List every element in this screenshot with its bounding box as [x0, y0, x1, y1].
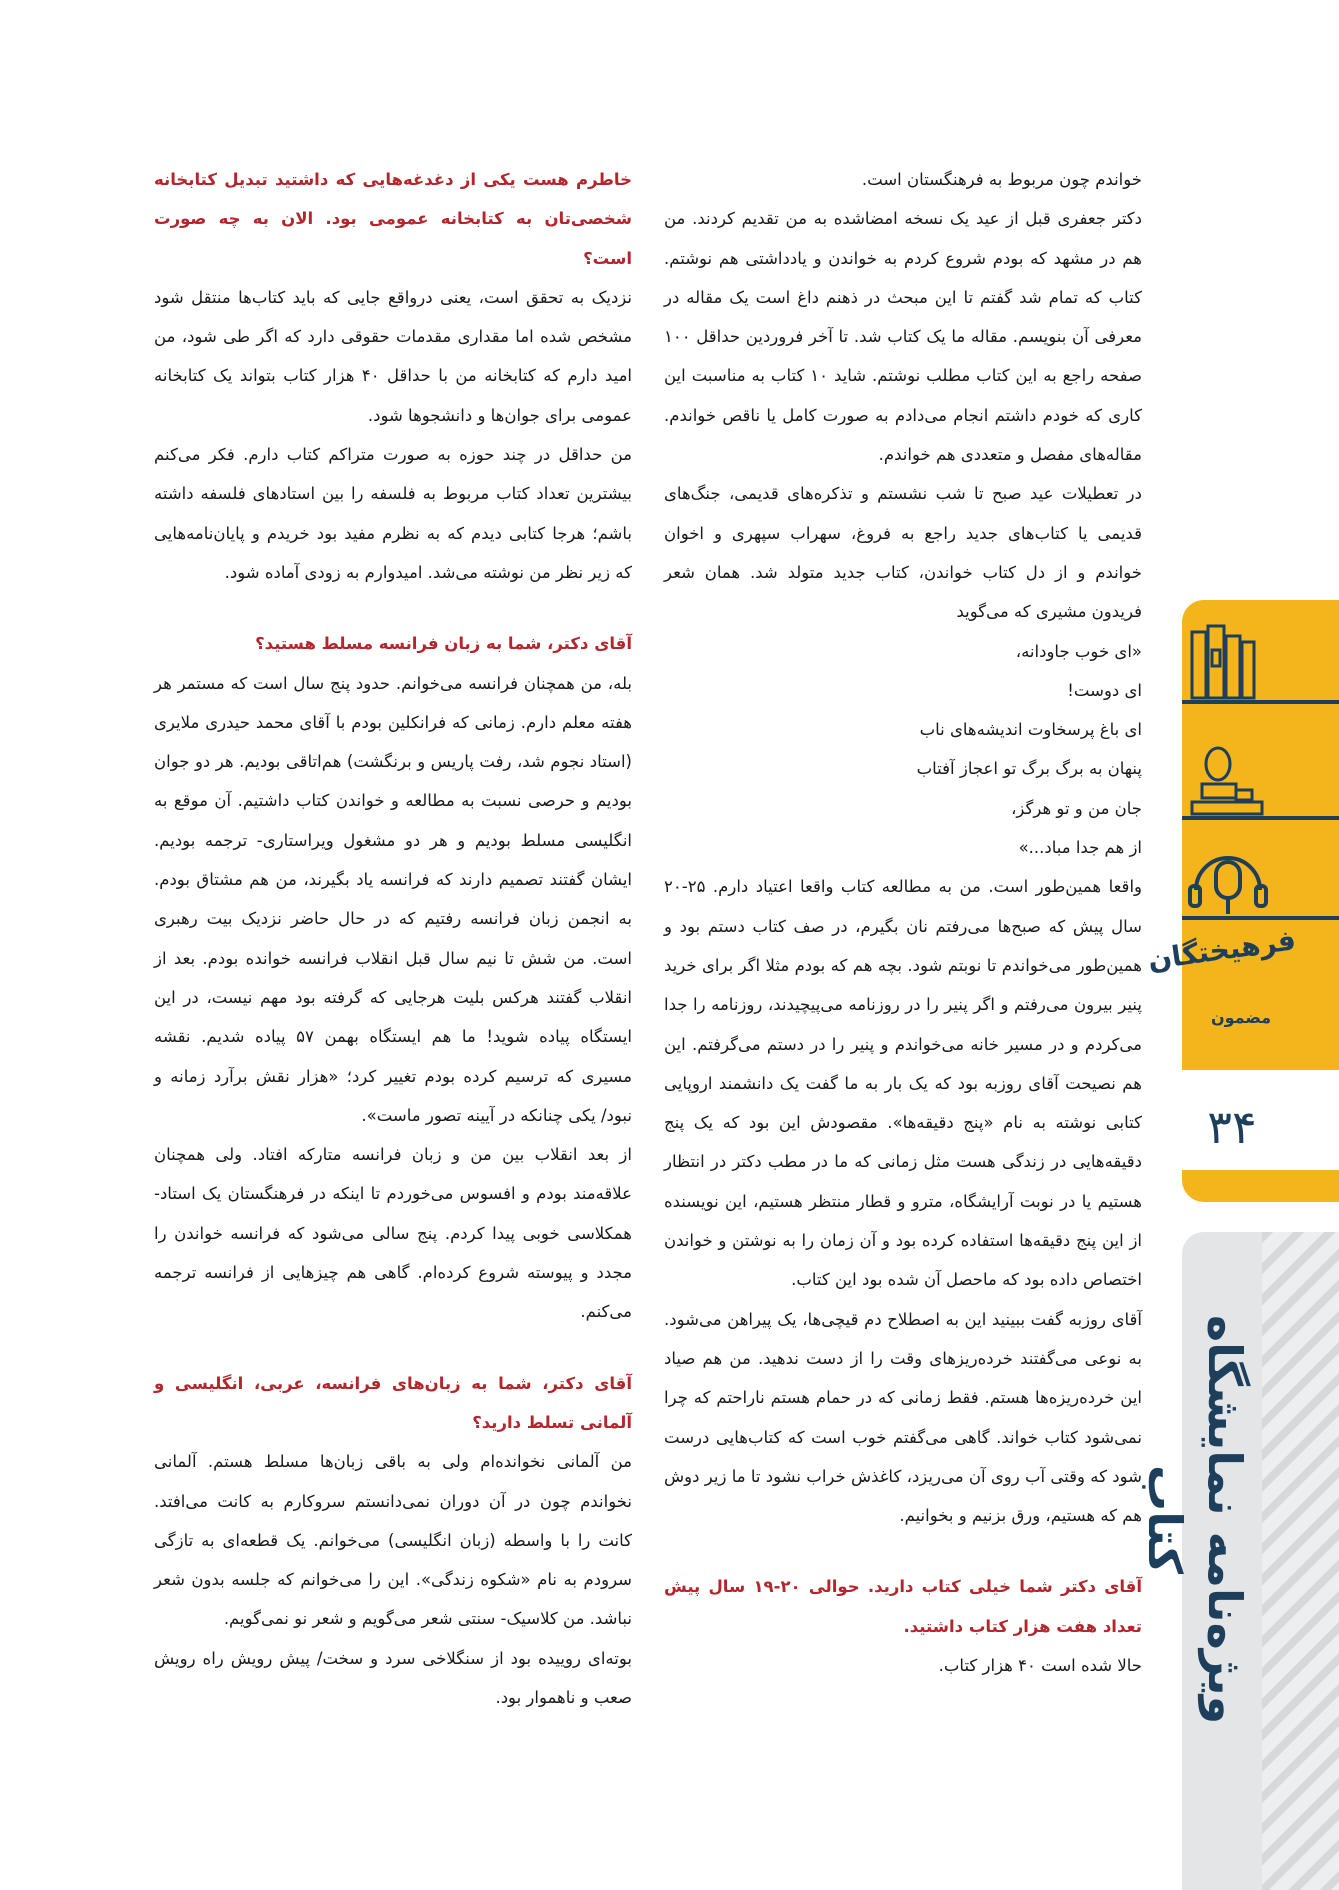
brand-subtitle: مضمون — [1210, 1008, 1272, 1027]
body-paragraph: من حداقل در چند حوزه به صورت متراکم کتاب دارم. فکر می‌کنم بیشترین تعداد کتاب مربوط به فلسفه را بین استادهای فلسفه داشته باشم؛ هرجا کتابی دیدم که به نظرم مفید بود خریدم و پایان‌نامه‌هایی که زیر نظر من نوشته می‌شد. امیدوارم به زودی آماده شود. — [154, 445, 632, 582]
section-tab-bottom — [1182, 1170, 1339, 1202]
body-paragraph: دکتر جعفری قبل از عید یک نسخه امضاشده به من تقدیم کردند. من هم در مشهد که بودم شروع کردم به خواندن و یادداشتی هم نوشتم. کتاب که تمام شد گفتم تا این مبحث در ذهنم داغ است یک مقاله در معرفی آن بنویسم. مقاله ما یک کتاب شد. تا آخر فروردین حداقل ۱۰۰ صفحه راجع به این کتاب مطلب نوشتم. شاید ۱۰ کتاب به مناسبت این کاری که خودم داشتم انجام می‌دادم به صورت کامل یا ناقص خواندم. مقاله‌های مفصل و متعددی هم خواندم. — [664, 209, 1142, 465]
books-icon — [1186, 622, 1266, 702]
body-paragraph: از بعد انقلاب بین من و زبان فرانسه متارکه افتاد. ولی همچنان علاقه‌مند بودم و افسوس می‌خوردم تا اینکه در فرهنگستان یک استاد- همکلاسی خوبی پیدا کردم. پنج سالی می‌شود که فرانسه خواندن را مجدد و پیوسته شروع کرده‌ام. گاهی هم چیزهایی از فرانسه ترجمه می‌کنم. — [154, 1145, 632, 1322]
body-paragraph: نزدیک به تحقق است، یعنی درواقع جایی که باید کتاب‌ها منتقل شود مشخص شده اما مقداری مقدمات حقوقی دارد که اگر طی شود، من امید دارم که کتابخانه من با حداقل ۴۰ هزار کتاب بتواند یک کتابخانه عمومی برای جوان‌ها و دانشجوها شود. — [154, 287, 632, 425]
poem-line: از هم جدا مباد...» — [1018, 838, 1142, 858]
stripe-pattern — [1262, 1232, 1339, 1890]
page-number: ۳۴ — [1207, 1100, 1257, 1154]
paragraph-gap — [664, 1535, 1142, 1567]
brand-logo-text: فرهیختگان — [1145, 923, 1298, 977]
paragraph-gap — [154, 1332, 632, 1364]
body-paragraph: بله، من همچنان فرانسه می‌خوانم. حدود پنج سال است که مستمر هر هفته معلم دارم. زمانی که فرانکلین بودم با آقای محمد حیدری ملایری (استاد نجوم شد، رفت پاریس و برنگشت) هم‌اتاقی بودیم. هر دو جوان بودیم و حرصی نسبت به مطالعه و خواندن کتاب داشتیم. آن موقع به انگلیسی مسلط بودیم و هر دو مشغول ویراستاری- ترجمه بودیم. ایشان گفتند تصمیم دارند که فرانسه یاد بگیرند، من هم مشتاق بودم. به انجمن زبان فرانسه رفتیم که در حال حاضر نزدیک بیت رهبری است. من شش تا نیم سال قبل انقلاب فرانسه خوانده بودم. بعد از انقلاب گفتند هرکس بلیت هرجایی که گرفته بود مهم نیست، در این ایستگاه پیاده شوید! ما هم ایستگاه بهمن ۵۷ پیاده شدیم. نقشه مسیری که ترسیم کرده بودم تغییر کرد؛ «هزار نقش برآرد زمانه و نبود/ یکی چنانکه در آیینه تصور ماست». — [154, 673, 632, 1125]
podcast-mic-icon — [1186, 840, 1270, 924]
interview-question: آقای دکتر شما خیلی کتاب دارید. حوالی ۲۰-۱۹ سال پیش تعداد هفت هزار کتاب داشتید. — [664, 1577, 1142, 1636]
body-paragraph: بوته‌ای روییده بود از سنگلاخی سرد و سخت/ پیش رویش راه رویش صعب و ناهموار بود. — [154, 1648, 632, 1707]
poem-line: «ای خوب جاودانه، — [1015, 641, 1142, 661]
body-paragraph: آقای روزبه گفت ببینید این به اصطلاح دم قیچی‌ها، یک پیراهن می‌شود. به نوعی می‌گفتند خرده‌ریزهای وقت را از دست ندهید. من هم صیاد این خرده‌ریزه‌ها هستم. فقط زمانی که در حمام هستم ناراحتم که چرا نمی‌شود کتاب خواند. گاهی می‌گفتم خوب است که کتاب‌هایی درست شود که وقتی آب روی آن می‌ریزد، کاغذش خراب نشود تا ما زیر دوش هم که هستیم، ورق بزنیم و بخوانیم. — [664, 1309, 1142, 1526]
interview-question: آقای دکتر، شما به زبان فرانسه مسلط هستید؟ — [255, 634, 632, 654]
poem-line: جان من و تو هرگز، — [1011, 798, 1142, 818]
issue-title: ویژه‌نامه نمایشگاه کتاب — [1138, 1315, 1252, 1725]
article-left-column — [154, 160, 632, 1717]
poem-line: ای باغ پرسخاوت اندیشه‌های ناب — [919, 720, 1142, 740]
body-paragraph: خواندم چون مربوط به فرهنگستان است. — [861, 170, 1142, 189]
poem-line: پنهان به برگ برگ تو اعجاز آفتاب — [916, 759, 1142, 779]
lamp-icon — [1186, 740, 1270, 820]
body-paragraph: در تعطیلات عید صبح تا شب نشستم و تذکره‌های قدیمی، جنگ‌های قدیمی یا کتاب‌های جدید راجع به فروغ، سهراب سپهری و اخوان خواندم و از دل کتاب خواندن، کتاب جدید متولد شد. همان شعر فریدون مشیری که می‌گوید — [664, 484, 1142, 622]
interview-question: خاطرم هست یکی از دغدغه‌هایی که داشتید تبدیل کتابخانه شخصی‌تان به کتابخانه عمومی بود. الان به چه صورت است؟ — [154, 170, 632, 268]
poem-line: ای دوست! — [1067, 680, 1142, 700]
body-paragraph: واقعا همین‌طور است. من به مطالعه کتاب واقعا اعتیاد دارم. ۲۵-۲۰ سال پیش که صبح‌ها می‌رفتم نان بگیرم، در صف کتاب دستم بود و همین‌طور می‌خواندم تا نوبتم شود. بچه هم که بودم مثلا اگر برای خرید پنیر بیرون می‌رفتم و اگر پنیر را در روزنامه می‌پیچیدند، روزنامه را جدا می‌کردم و در مسیر خانه می‌خواندم و پنیر را در دستم می‌گرفتم. این هم نصیحت آقای روزبه بود که یک بار به ما گفت یک دانشمند اروپایی کتابی نوشته به نام «پنج دقیقه‌ها». مقصودش این بود که یک پنج دقیقه‌هایی در زندگی هست مثل زمانی که ما در مطب دکتر در انتظار هستیم یا در نوبت آرایشگاه، مترو و قطار منتظر هستیم، این نویسنده از این پنج دقیقه‌ها استفاده کرده بود و آن زمان را به نوشتن و خواندن اختصاص داده بود که ماحصل آن شده بود این کتاب. — [664, 877, 1142, 1290]
section-sidebar — [1145, 600, 1339, 1200]
body-paragraph: من آلمانی نخوانده‌ام ولی به باقی زبان‌ها مسلط هستم. آلمانی نخواندم چون در آن دوران نمی‌دانستم سروکارم به کانت می‌افتد. کانت را با واسطه (زبان انگلیسی) می‌خوانم. یک قطعه‌ای به تازگی سرودم به نام «شکوه زندگی». این را می‌خوانم که جلسه بدون شعر نباشد. من کلاسیک- سنتی شعر می‌گویم و شعر نو نمی‌گویم. — [154, 1452, 632, 1629]
article-right-column — [664, 160, 1142, 1685]
interview-question: آقای دکتر، شما به زبان‌های فرانسه، عربی، انگلیسی و آلمانی تسلط دارید؟ — [154, 1373, 632, 1432]
shelf-line — [1182, 916, 1339, 920]
section-tab — [1145, 600, 1339, 1070]
body-paragraph: حالا شده است ۴۰ هزار کتاب. — [938, 1655, 1142, 1675]
paragraph-gap — [154, 592, 632, 624]
